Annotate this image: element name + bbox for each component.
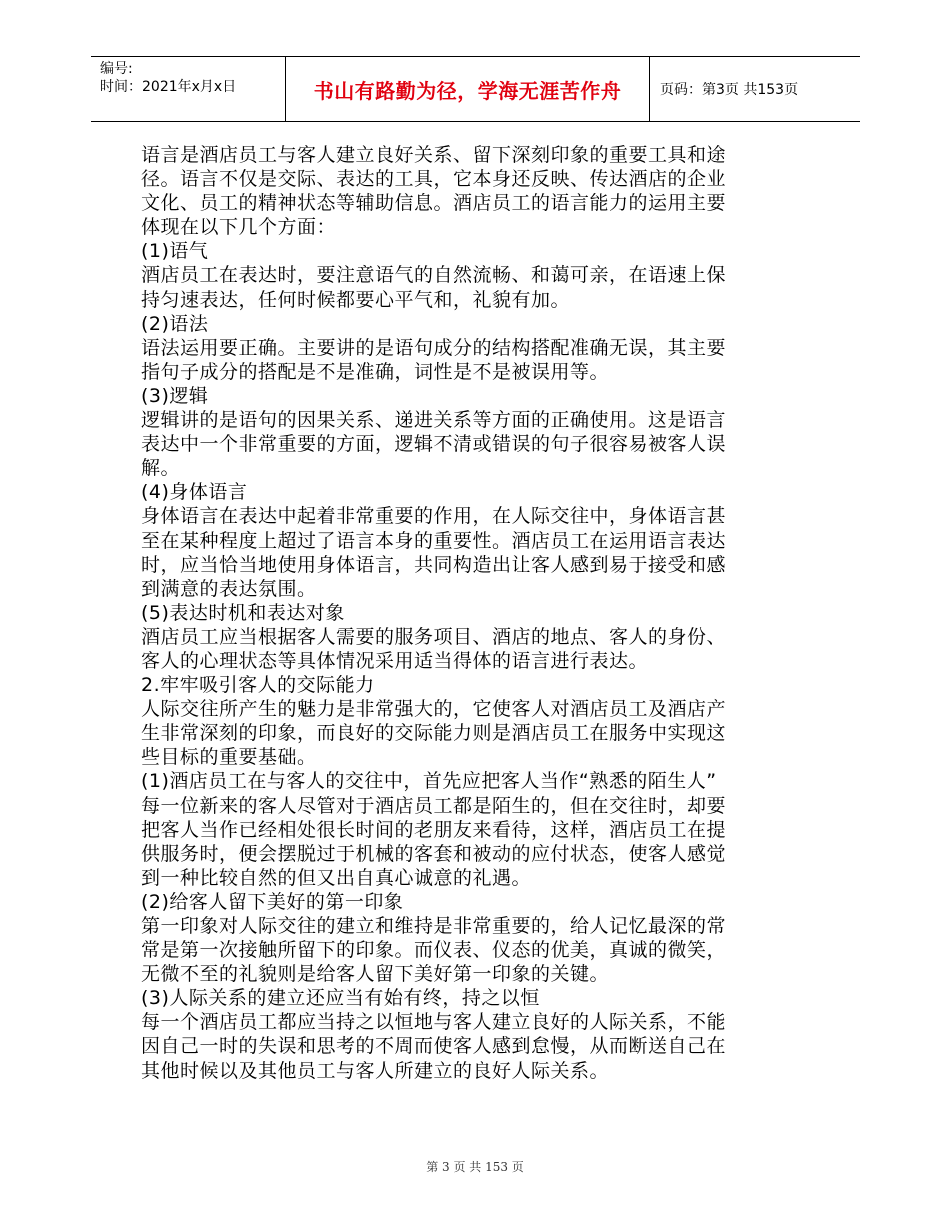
header-meta-cell [91,57,286,121]
body-text-line: 身体语言在表达中起着非常重要的作用，在人际交往中，身体语言甚 [141,505,727,528]
body-text-line: (3)逻辑 [141,384,209,407]
body-text-line: 生非常深刻的印象，而良好的交际能力则是酒店员工在服务中实现这 [141,722,727,745]
body-text-line: 解。 [141,457,181,480]
body-text-line: 指句子成分的搭配是不是准确，词性是不是被误用等。 [141,360,610,383]
body-text-line: 表达中一个非常重要的方面，逻辑不清或错误的句子很容易被客人误 [141,433,727,456]
body-text-line: 到一种比较自然的但又出自真心诚意的礼遇。 [141,866,532,889]
body-text-line: 供服务时，便会摆脱过于机械的客套和被动的应付状态，使客人感觉 [141,842,727,865]
body-text-line: 至在某种程度上超过了语言本身的重要性。酒店员工在运用语言表达 [141,529,727,552]
body-text-line: 到满意的表达氛围。 [141,577,317,600]
document-number-label: 编号: [100,61,133,77]
body-text-line: 径。语言不仅是交际、表达的工具，它本身还反映、传达酒店的企业 [141,168,727,191]
body-text-line: 语法运用要正确。主要讲的是语句成分的结构搭配准确无误，其主要 [141,336,727,359]
body-text-line: 把客人当作已经相处很长时间的老朋友来看待，这样，酒店员工在提 [141,818,727,841]
document-body [141,143,801,1083]
body-text-line: (4)身体语言 [141,481,248,504]
body-text-line: 每一位新来的客人尽管对于酒店员工都是陌生的，但在交往时，却要 [141,794,727,817]
body-text-line: 酒店员工应当根据客人需要的服务项目、酒店的地点、客人的身份、 [141,625,727,648]
body-text-line: 持匀速表达，任何时候都要心平气和，礼貌有加。 [141,288,571,311]
body-text-line: 常是第一次接触所留下的印象。而仪表、仪态的优美，真诚的微笑， [141,939,727,962]
page-footer: 第 3 页 共 153 页 [426,1160,524,1174]
body-text-line: 2.牢牢吸引客人的交际能力 [141,674,375,697]
body-text-line: 人际交往所产生的魅力是非常强大的，它使客人对酒店员工及酒店产 [141,698,727,721]
body-text-line: (1)语气 [141,240,209,263]
body-text-line: 文化、员工的精神状态等辅助信息。酒店员工的语言能力的运用主要 [141,192,727,215]
body-text-line: 因自己一时的失误和思考的不周而使客人感到怠慢，从而断送自己在 [141,1035,727,1058]
body-text-line: (2)语法 [141,312,209,335]
document-time-label: 时间：2021年x月x日 [100,79,237,95]
body-text-line: 些目标的重要基础。 [141,746,317,769]
body-text-line: 酒店员工在表达时，要注意语气的自然流畅、和蔼可亲，在语速上保 [141,264,727,287]
body-text-line: 其他时候以及其他员工与客人所建立的良好人际关系。 [141,1059,610,1082]
header-motto: 书山有路勤为径，学海无涯苦作舟 [286,57,650,121]
body-text-line: 客人的心理状态等具体情况采用适当得体的语言进行表达。 [141,649,649,672]
body-text-line: 第一印象对人际交往的建立和维持是非常重要的，给人记忆最深的常 [141,915,727,937]
body-text-line: (3)人际关系的建立还应当有始有终，持之以恒 [141,987,540,1010]
body-text-line: (1)酒店员工在与客人的交往中，首先应把客人当作“熟悉的陌生人” [141,770,717,793]
body-text-line: (2)给客人留下美好的第一印象 [141,890,404,913]
body-text-line: 逻辑讲的是语句的因果关系、递进关系等方面的正确使用。这是语言 [141,409,727,432]
body-text-line: 每一个酒店员工都应当持之以恒地与客人建立良好的人际关系，不能 [141,1011,727,1034]
page-header [91,56,860,122]
body-text-line: 时，应当恰当地使用身体语言，共同构造出让客人感到易于接受和感 [141,553,727,576]
body-text-line: 语言是酒店员工与客人建立良好关系、留下深刻印象的重要工具和途 [141,144,727,166]
body-text-line: 体现在以下几个方面： [141,216,337,239]
header-page-info: 页码：第3页 共153页 [660,82,799,98]
body-text-line: (5)表达时机和表达对象 [141,601,345,624]
body-text-line: 无微不至的礼貌则是给客人留下美好第一印象的关键。 [141,963,610,986]
